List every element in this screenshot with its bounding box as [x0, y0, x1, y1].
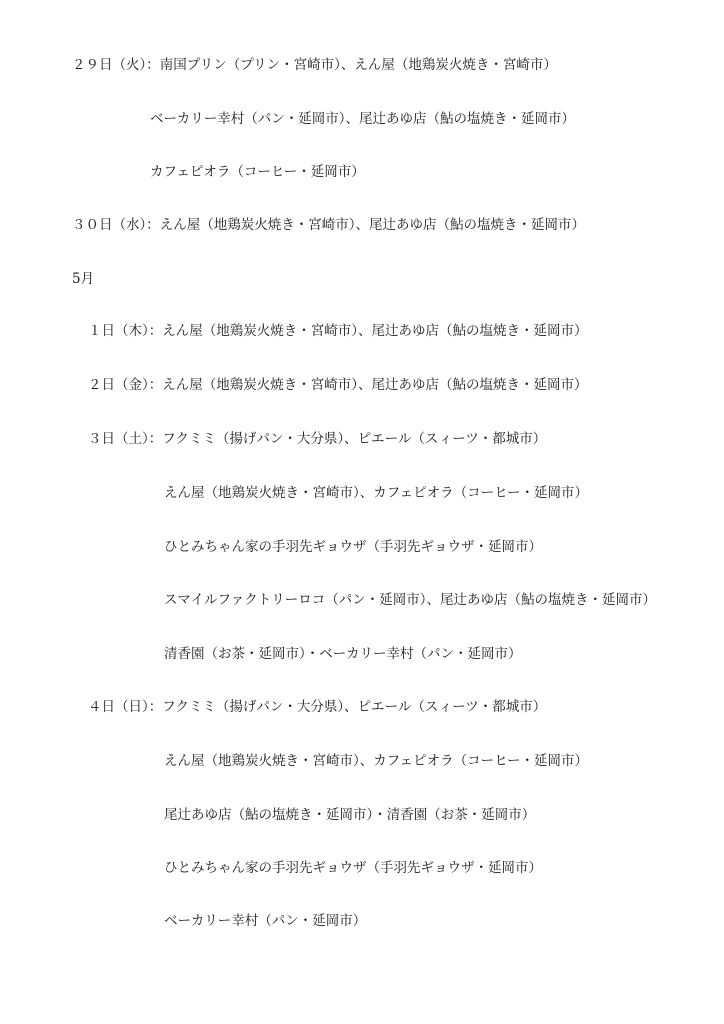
schedule-line-1: １日（木）：えん屋（地鶏炭火焼き・宮崎市）、尾辻あゆ店（鮎の塩焼き・延岡市） [88, 323, 588, 339]
schedule-line-4-cont-3: ひとみちゃん家の手羽先ギョウザ（手羽先ギョウザ・延岡市） [164, 860, 542, 876]
schedule-line-4-cont-1: えん屋（地鶏炭火焼き・宮崎市）、カフェピオラ（コーヒー・延岡市） [164, 753, 589, 769]
schedule-line-4-cont-4: ベーカリー幸村（パン・延岡市） [164, 913, 367, 929]
schedule-line-3-cont-3: スマイルファクトリーロコ（パン・延岡市）、尾辻あゆ店（鮎の塩焼き・延岡市） [164, 592, 656, 608]
schedule-line-3-cont-1: えん屋（地鶏炭火焼き・宮崎市）、カフェピオラ（コーヒー・延岡市） [164, 485, 589, 501]
schedule-line-4-cont-2: 尾辻あゆ店（鮎の塩焼き・延岡市）・清香園（お茶・延岡市） [164, 807, 536, 823]
schedule-line-29-cont-1: ベーカリー幸村（パン・延岡市）、尾辻あゆ店（鮎の塩焼き・延岡市） [150, 111, 575, 127]
schedule-line-3-cont-4: 清香園（お茶・延岡市）・ベーカリー幸村（パン・延岡市） [164, 646, 522, 662]
schedule-line-4: ４日（日）：フクミミ（揚げパン・大分県）、ピエール（スィーツ・都城市） [88, 699, 547, 715]
schedule-line-29-cont-2: カフェピオラ（コーヒー・延岡市） [150, 164, 365, 180]
schedule-line-3: ３日（土）：フクミミ（揚げパン・大分県）、ピエール（スィーツ・都城市） [88, 431, 547, 447]
schedule-line-30: ３０日（水）：えん屋（地鶏炭火焼き・宮崎市）、尾辻あゆ店（鮎の塩焼き・延岡市） [72, 217, 585, 233]
schedule-line-3-cont-2: ひとみちゃん家の手羽先ギョウザ（手羽先ギョウザ・延岡市） [164, 539, 542, 555]
schedule-line-2: ２日（金）：えん屋（地鶏炭火焼き・宮崎市）、尾辻あゆ店（鮎の塩焼き・延岡市） [88, 377, 588, 393]
schedule-line-29: ２９日（火）：南国プリン（プリン・宮崎市）、えん屋（地鶏炭火焼き・宮崎市） [72, 57, 557, 73]
month-heading: 5月 [72, 271, 95, 287]
